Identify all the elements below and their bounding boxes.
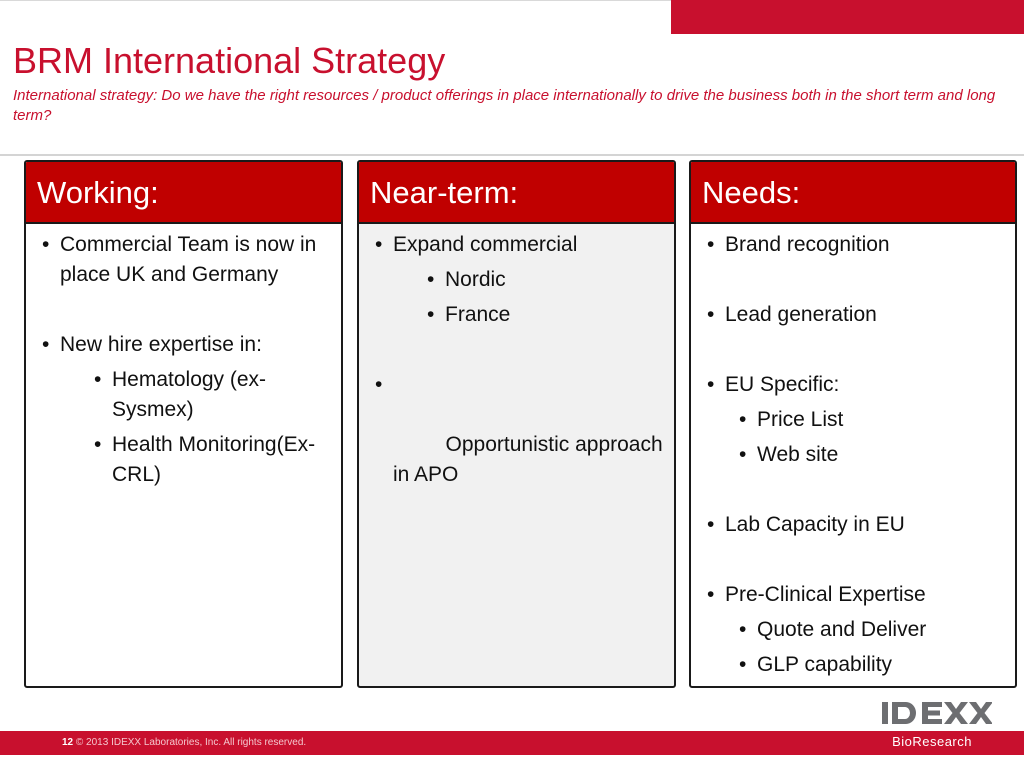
needs-list — [705, 230, 1009, 680]
list-item — [705, 300, 1009, 330]
footer-brand: BioResearch — [892, 734, 972, 749]
needs-panel — [689, 160, 1017, 688]
bullet-icon: • — [707, 233, 715, 256]
list-item-text: Health Monitoring(Ex-CRL) — [112, 433, 316, 486]
list-item — [373, 370, 668, 520]
list-subitem — [92, 430, 335, 490]
list-item — [705, 230, 1009, 260]
bullet-icon: • — [427, 303, 435, 326]
needs-heading: Needs: — [691, 162, 1015, 224]
working-panel — [24, 160, 343, 688]
bullet-icon: • — [707, 303, 715, 326]
bullet-icon: • — [707, 583, 715, 606]
list-item-text: EU Specific: — [725, 373, 840, 396]
top-accent-bar — [671, 0, 1024, 34]
list-item-text: Quote and Deliver — [757, 618, 927, 641]
list-subitem — [737, 405, 1009, 435]
bullet-icon: • — [739, 443, 747, 466]
near-term-panel — [357, 160, 676, 688]
list-item-text: GLP capability — [757, 653, 893, 676]
bullet-icon: • — [94, 433, 102, 456]
bullet-icon: • — [707, 373, 715, 396]
list-subitem — [425, 265, 668, 295]
list-item — [705, 510, 1009, 540]
list-item-text: Commercial Team is now in place UK and Germany — [60, 233, 317, 286]
working-list — [40, 230, 335, 490]
slide-subtitle: International strategy: Do we have the right resources / product offerings in place internationally to drive the business both in the short term and long term? — [13, 87, 996, 124]
top-rule — [0, 0, 671, 1]
slide-title: BRM International Strategy — [13, 40, 446, 81]
idexx-logo — [882, 700, 992, 726]
list-item-text: New hire expertise in: — [60, 333, 262, 356]
footer-copyright — [62, 737, 306, 748]
list-item-text: Expand commercial — [393, 233, 578, 256]
list-item-text: Lead generation — [725, 303, 877, 326]
near-term-heading: Near-term: — [359, 162, 674, 224]
list-subitem — [737, 650, 1009, 680]
list-item — [705, 580, 1009, 610]
copyright-text: © 2013 IDEXX Laboratories, Inc. All rights reserved. — [73, 737, 307, 748]
page-number: 12 — [62, 737, 74, 748]
header-divider — [0, 154, 1024, 156]
bullet-icon: • — [42, 333, 50, 356]
list-subitem — [92, 365, 335, 425]
list-item — [40, 330, 335, 360]
bullet-icon: • — [707, 513, 715, 536]
bullet-icon: • — [94, 368, 102, 391]
list-subitem — [425, 300, 668, 330]
list-item — [40, 230, 335, 290]
list-item-text: Price List — [757, 408, 844, 431]
list-item — [373, 230, 668, 260]
list-item-text: Nordic — [445, 268, 506, 291]
list-item-text: France — [445, 303, 511, 326]
list-item — [705, 370, 1009, 400]
list-item-text: Web site — [757, 443, 839, 466]
list-item-text: Hematology (ex-Sysmex) — [112, 368, 267, 421]
working-heading: Working: — [26, 162, 341, 224]
bullet-icon: • — [42, 233, 50, 256]
bullet-icon: • — [375, 373, 383, 396]
bullet-icon: • — [739, 653, 747, 676]
list-subitem — [737, 615, 1009, 645]
bullet-icon: • — [375, 233, 383, 256]
bullet-icon: • — [739, 618, 747, 641]
bullet-icon: • — [427, 268, 435, 291]
list-item-text: Lab Capacity in EU — [725, 513, 905, 536]
near-term-list — [373, 230, 668, 520]
list-item-text: Opportunistic approach in APO — [393, 433, 669, 486]
list-item-text: Pre-Clinical Expertise — [725, 583, 926, 606]
bullet-icon: • — [739, 408, 747, 431]
bottom-strip — [0, 755, 1024, 768]
list-subitem — [737, 440, 1009, 470]
list-item-text: Brand recognition — [725, 233, 890, 256]
